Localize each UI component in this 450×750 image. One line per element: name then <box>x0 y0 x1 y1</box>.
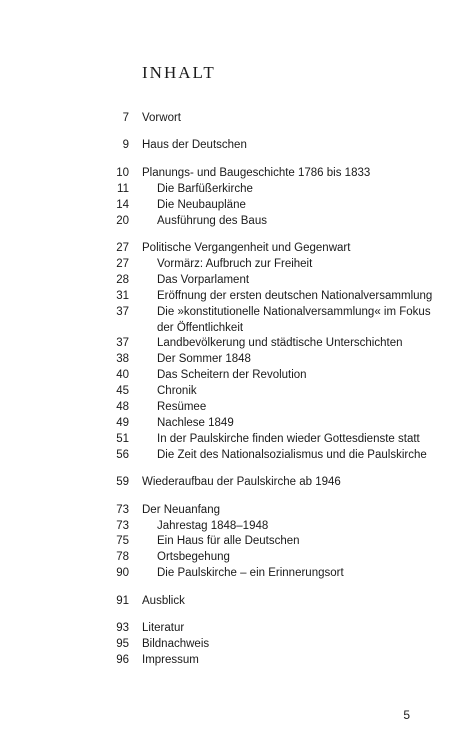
toc-page-number: 40 <box>116 369 129 382</box>
toc-subentry[interactable] <box>0 550 450 566</box>
toc-subentry[interactable] <box>0 257 450 273</box>
toc-entry-label: Vormärz: Aufbruch zur Freiheit <box>157 258 313 271</box>
toc-entry-label: Die »konstitutionelle Nationalversammlung« im Fokus <box>157 305 431 318</box>
toc-entry-label: Ein Haus für alle Deutschen <box>157 535 300 548</box>
toc-page-number: 78 <box>116 551 129 564</box>
toc-entry-label: Ortsbegehung <box>157 551 230 564</box>
toc-entry[interactable] <box>0 241 450 257</box>
toc-entry-label: Die Paulskirche – ein Erinnerungsort <box>157 567 344 580</box>
page-title: INHALT <box>142 63 216 82</box>
toc-page-number: 96 <box>116 653 129 666</box>
toc-entry-label: Der Sommer 1848 <box>157 353 251 366</box>
toc-subentry[interactable] <box>0 416 450 432</box>
toc-entry[interactable] <box>0 503 450 519</box>
toc-entry-label: Impressum <box>142 653 199 666</box>
toc-subentry[interactable] <box>0 519 450 535</box>
toc-subentry[interactable] <box>0 182 450 198</box>
toc-page-number: 9 <box>122 139 129 152</box>
toc-subentry[interactable] <box>0 384 450 400</box>
page-number: 5 <box>403 708 410 722</box>
toc-page-number: 28 <box>116 273 129 286</box>
toc-entry-label: Eröffnung der ersten deutschen Nationalversammlung <box>157 289 433 302</box>
toc-entry-label: In der Paulskirche finden wieder Gottesdienste statt <box>157 432 420 445</box>
toc-group-gap <box>0 582 450 594</box>
toc-entry-label: Ausführung des Baus <box>157 214 267 227</box>
toc-entry-label: Die Zeit des Nationalsozialismus und die Paulskirche <box>157 448 427 461</box>
toc-group-gap <box>0 610 450 622</box>
toc-entry-label: Wiederaufbau der Paulskirche ab 1946 <box>142 476 341 489</box>
toc-group-gap <box>0 230 450 242</box>
toc-group-gap <box>0 491 450 503</box>
toc-entry-label: Vorwort <box>142 112 181 124</box>
toc-entry-label: Ausblick <box>142 594 185 607</box>
toc-entry-label: Das Scheitern der Revolution <box>157 369 307 382</box>
toc-group-gap <box>0 464 450 476</box>
toc-page-number: 49 <box>116 416 129 429</box>
toc-page-number: 7 <box>122 112 129 124</box>
toc-entry[interactable] <box>0 475 450 491</box>
toc-page-number: 93 <box>116 622 129 635</box>
toc-entry[interactable] <box>0 594 450 610</box>
toc-subentry[interactable] <box>0 448 450 464</box>
toc-subentry[interactable] <box>0 368 450 384</box>
table-of-contents <box>0 111 450 669</box>
toc-subentry[interactable] <box>0 566 450 582</box>
toc-page-number: 31 <box>116 289 129 302</box>
toc-subentry[interactable] <box>0 321 450 337</box>
toc-group-gap <box>0 127 450 139</box>
toc-page-number: 75 <box>116 535 129 548</box>
toc-entry[interactable] <box>0 637 450 653</box>
toc-entry-label: Der Neuanfang <box>142 503 220 516</box>
toc-entry[interactable] <box>0 138 450 154</box>
toc-subentry[interactable] <box>0 336 450 352</box>
toc-page-number: 56 <box>116 448 129 461</box>
toc-subentry[interactable] <box>0 352 450 368</box>
toc-entry-label: Jahrestag 1848–1948 <box>157 519 269 532</box>
toc-entry-label: Landbevölkerung und städtische Unterschichten <box>157 337 403 350</box>
toc-page-number: 90 <box>116 567 129 580</box>
toc-entry-label: Haus der Deutschen <box>142 139 247 152</box>
toc-entry-label: Die Barfüßerkirche <box>157 182 253 195</box>
toc-page-number: 95 <box>116 638 129 651</box>
toc-entry-label: Bildnachweis <box>142 638 210 651</box>
toc-entry-label: Das Vorparlament <box>157 273 250 286</box>
toc-subentry[interactable] <box>0 305 450 321</box>
toc-entry[interactable] <box>0 111 450 127</box>
toc-entry-label: Politische Vergangenheit und Gegenwart <box>142 242 351 255</box>
toc-entry-label: Die Neubaupläne <box>157 198 246 211</box>
toc-entry[interactable] <box>0 166 450 182</box>
toc-page-number: 10 <box>116 166 129 179</box>
toc-subentry[interactable] <box>0 198 450 214</box>
toc-page-number: 27 <box>116 242 129 255</box>
toc-page-number: 27 <box>116 258 129 271</box>
toc-page-number: 51 <box>116 432 129 445</box>
toc-entry-label: Literatur <box>142 622 185 635</box>
toc-subentry[interactable] <box>0 400 450 416</box>
toc-page-number: 37 <box>116 305 129 318</box>
toc-entry-label: der Öffentlichkeit <box>157 321 244 334</box>
toc-subentry[interactable] <box>0 273 450 289</box>
toc-subentry[interactable] <box>0 432 450 448</box>
toc-page-number: 14 <box>116 198 129 211</box>
toc-entry[interactable] <box>0 653 450 669</box>
toc-entry-label: Planungs- und Baugeschichte 1786 bis 1833 <box>142 166 371 179</box>
toc-page-number: 73 <box>116 519 129 532</box>
toc-page-number: 59 <box>116 476 129 489</box>
toc-subentry[interactable] <box>0 289 450 305</box>
toc-page-number: 20 <box>116 214 129 227</box>
toc-entry-label: Chronik <box>157 385 197 398</box>
toc-entry[interactable] <box>0 621 450 637</box>
toc-page-number: 45 <box>116 385 129 398</box>
toc-subentry[interactable] <box>0 214 450 230</box>
toc-page-number: 38 <box>116 353 129 366</box>
toc-entry-label: Nachlese 1849 <box>157 416 234 429</box>
toc-entry-label: Resümee <box>157 401 207 414</box>
toc-page-number: 11 <box>117 182 129 195</box>
toc-page-number: 48 <box>116 401 129 414</box>
toc-subentry[interactable] <box>0 534 450 550</box>
toc-page-number: 91 <box>116 594 129 607</box>
toc-group-gap <box>0 154 450 166</box>
toc-page-number: 37 <box>116 337 129 350</box>
toc-page-number: 73 <box>116 503 129 516</box>
